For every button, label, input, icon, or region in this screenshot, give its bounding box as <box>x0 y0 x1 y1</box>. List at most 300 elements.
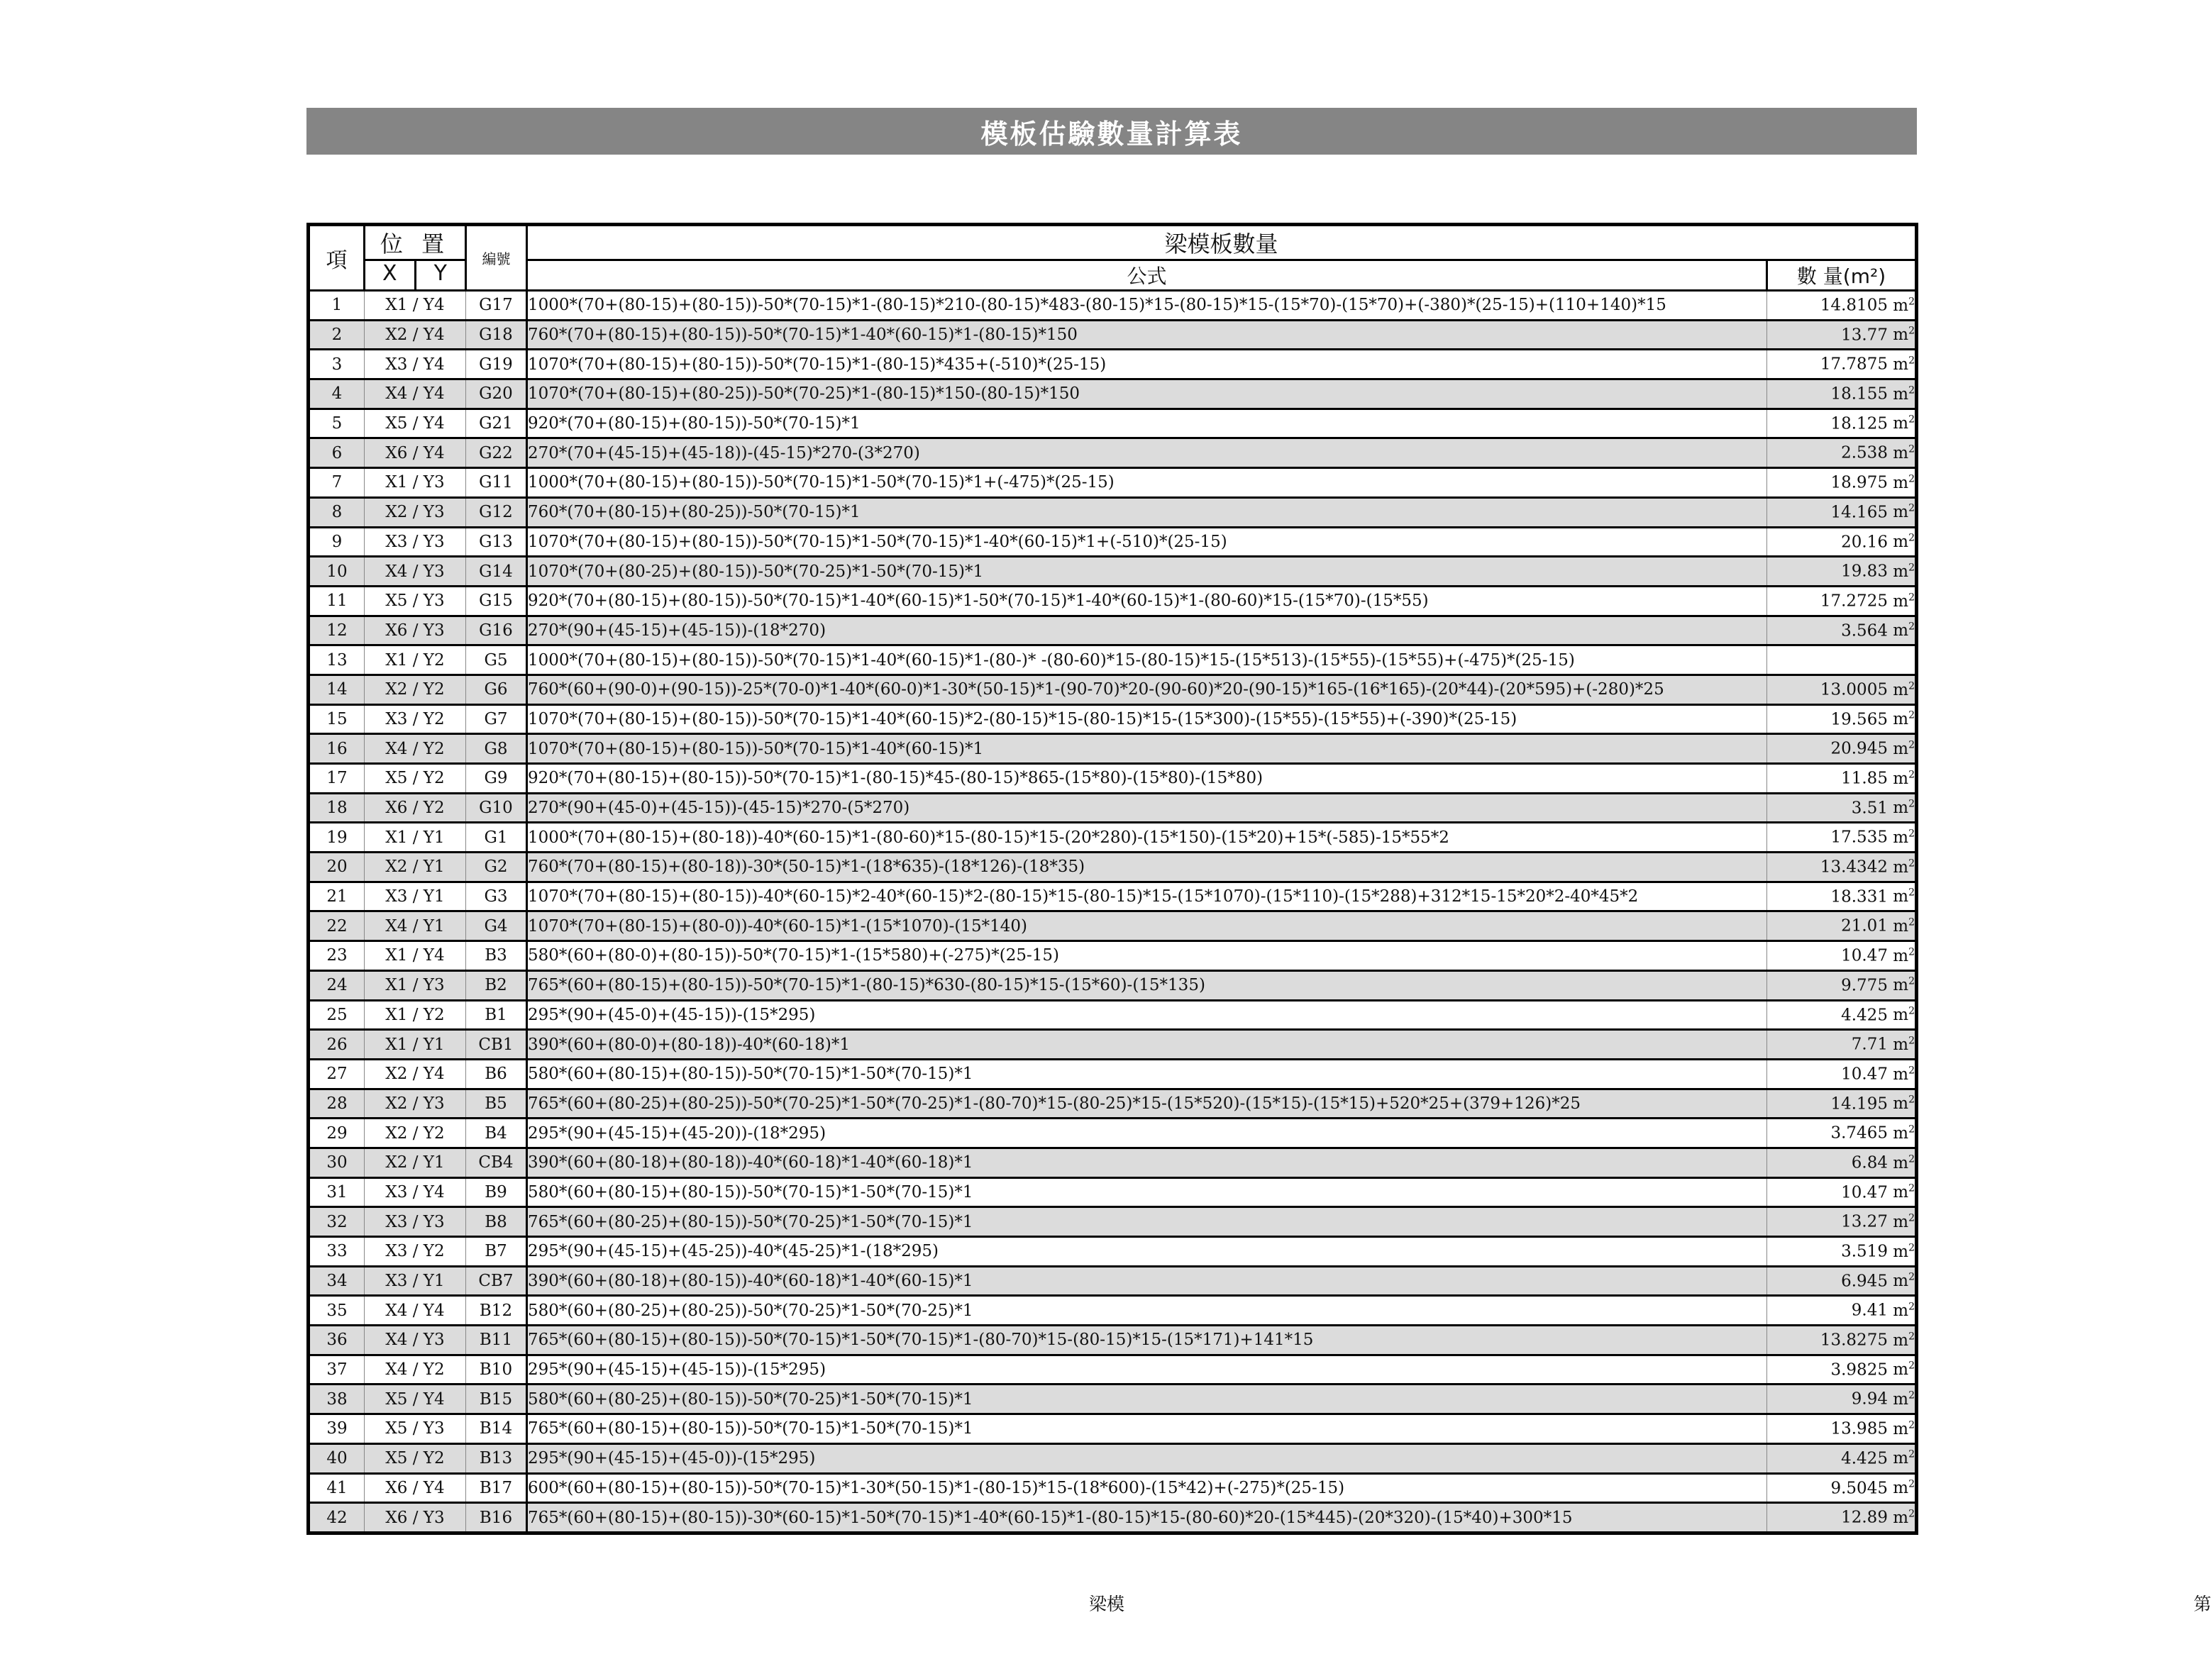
row-quantity-value: 2.538 <box>1841 444 1888 463</box>
row-quantity-value: 10.47 <box>1841 1065 1888 1084</box>
row-number: 31 <box>309 1177 365 1207</box>
row-quantity-unit: $m^2$ <box>1893 916 1915 936</box>
row-formula: 760*(70+(80-15)+(80-18))-30*(50-15)*1-(18*635)-(18*126)-(18*35) <box>527 853 1767 882</box>
row-quantity <box>1767 468 1917 498</box>
table-row <box>309 1207 1917 1237</box>
row-position: X6 / Y4 <box>365 1473 466 1503</box>
row-position: X4 / Y2 <box>365 1355 466 1385</box>
table-row <box>309 853 1917 882</box>
row-quantity-value: 13.27 <box>1841 1212 1888 1231</box>
row-formula: 765*(60+(80-15)+(80-15))-30*(60-15)*1-50*(70-15)*1-40*(60-15)*1-(80-15)*15-(80-60)*20-(15*445)-(20*320)-(15*40)+300*15 <box>527 1503 1767 1533</box>
row-position: X4 / Y2 <box>365 734 466 764</box>
row-quantity-unit: $m^2$ <box>1893 887 1915 906</box>
row-number: 39 <box>309 1414 365 1444</box>
row-quantity-unit: $m^2$ <box>1893 1508 1915 1527</box>
row-quantity-value: 9.775 <box>1841 976 1888 995</box>
row-code: G4 <box>466 911 527 941</box>
row-quantity-value: 11.85 <box>1841 769 1888 788</box>
header-beam-formwork: 梁模板數量 <box>527 225 1917 260</box>
row-quantity-value: 13.77 <box>1841 326 1888 345</box>
row-quantity-value: 20.945 <box>1830 739 1888 758</box>
row-formula: 1000*(70+(80-15)+(80-15))-50*(70-15)*1-40*(60-15)*1-(80-)* -(80-60)*15-(80-15)*15-(15*513)-(15*55)-(15*55)+(-475)*(25-15) <box>527 645 1767 675</box>
row-formula: 1070*(70+(80-15)+(80-25))-50*(70-25)*1-(80-15)*150-(80-15)*150 <box>527 379 1767 409</box>
row-quantity-unit: $m^2$ <box>1893 769 1915 788</box>
row-code: B9 <box>466 1177 527 1207</box>
unit-label: m <box>1893 710 1909 729</box>
row-quantity-value: 17.535 <box>1830 828 1888 848</box>
unit-label: m <box>1893 1449 1909 1468</box>
row-formula: 390*(60+(80-18)+(80-15))-40*(60-18)*1-40*(60-15)*1 <box>527 1266 1767 1296</box>
row-quantity-value: 10.47 <box>1841 946 1888 965</box>
row-formula: 600*(60+(80-15)+(80-15))-50*(70-15)*1-30*(50-15)*1-(80-15)*15-(18*600)-(15*42)+(-275)*(25-15) <box>527 1473 1767 1503</box>
row-quantity <box>1767 853 1917 882</box>
row-quantity <box>1767 704 1917 734</box>
row-position: X5 / Y4 <box>365 1385 466 1414</box>
row-number: 16 <box>309 734 365 764</box>
row-formula: 1070*(70+(80-15)+(80-0))-40*(60-15)*1-(15*1070)-(15*140) <box>527 911 1767 941</box>
header-y: Y <box>433 261 447 286</box>
row-quantity-unit: $m^2$ <box>1893 1419 1915 1438</box>
row-quantity-value: 12.89 <box>1841 1508 1888 1527</box>
row-number: 9 <box>309 527 365 557</box>
row-quantity-unit: $m^2$ <box>1893 502 1915 522</box>
row-quantity-value: 20.16 <box>1841 533 1888 552</box>
formwork-quantity-table <box>306 223 1918 1535</box>
row-quantity <box>1767 1000 1917 1030</box>
row-number: 20 <box>309 853 365 882</box>
row-quantity-value: 4.425 <box>1841 1006 1888 1025</box>
unit-label: m <box>1893 1419 1909 1438</box>
unit-label: m <box>1893 414 1909 433</box>
row-position: X5 / Y2 <box>365 1443 466 1473</box>
table-row <box>309 1385 1917 1414</box>
row-quantity <box>1767 1414 1917 1444</box>
unit-label: m <box>1893 739 1909 758</box>
unit-label: m <box>1893 887 1909 906</box>
row-quantity <box>1767 1296 1917 1326</box>
row-quantity <box>1767 1326 1917 1355</box>
row-position: X3 / Y1 <box>365 1266 466 1296</box>
row-code: B1 <box>466 1000 527 1030</box>
row-code: B17 <box>466 1473 527 1503</box>
row-quantity-value: 6.945 <box>1841 1272 1888 1291</box>
row-quantity-unit: $m^2$ <box>1893 1331 1915 1350</box>
unit-label: m <box>1893 1360 1909 1380</box>
table-row <box>309 764 1917 794</box>
row-formula: 765*(60+(80-15)+(80-15))-50*(70-15)*1-50*(70-15)*1-(80-70)*15-(80-15)*15-(15*171)+141*15 <box>527 1326 1767 1355</box>
row-code: G19 <box>466 350 527 379</box>
row-number: 32 <box>309 1207 365 1237</box>
unit-label: m <box>1893 1153 1909 1172</box>
row-quantity <box>1767 941 1917 971</box>
row-position: X5 / Y3 <box>365 1414 466 1444</box>
unit-label: m <box>1893 355 1909 374</box>
table-row <box>309 645 1917 675</box>
table-row <box>309 1355 1917 1385</box>
row-formula: 295*(90+(45-0)+(45-15))-(15*295) <box>527 1000 1767 1030</box>
unit-label: m <box>1893 444 1909 463</box>
row-formula: 580*(60+(80-15)+(80-15))-50*(70-15)*1-50*(70-15)*1 <box>527 1059 1767 1089</box>
row-quantity-unit: $m^2$ <box>1893 679 1915 699</box>
row-quantity <box>1767 823 1917 853</box>
table-row <box>309 675 1917 704</box>
row-quantity-value: 14.8105 <box>1820 296 1888 315</box>
row-quantity <box>1767 1385 1917 1414</box>
row-quantity-value: 18.155 <box>1830 384 1888 404</box>
unit-label: m <box>1893 1302 1909 1321</box>
unit-label: m <box>1893 1035 1909 1054</box>
row-formula: 295*(90+(45-15)+(45-0))-(15*295) <box>527 1443 1767 1473</box>
row-quantity-value: 18.331 <box>1830 887 1888 906</box>
table-row <box>309 1089 1917 1119</box>
row-position: X3 / Y3 <box>365 1207 466 1237</box>
row-formula: 295*(90+(45-15)+(45-25))-40*(45-25)*1-(18*295) <box>527 1237 1767 1267</box>
table-row <box>309 586 1917 616</box>
row-formula: 1000*(70+(80-15)+(80-15))-50*(70-15)*1-(80-15)*210-(80-15)*483-(80-15)*15-(80-15)*15-(15*70)-(15*70)+(-380)*(25-15)+(110+140)*15 <box>527 291 1767 321</box>
row-position: X2 / Y2 <box>365 1119 466 1148</box>
row-number: 14 <box>309 675 365 704</box>
row-number: 37 <box>309 1355 365 1385</box>
row-number: 24 <box>309 970 365 1000</box>
row-position: X5 / Y3 <box>365 586 466 616</box>
unit-label: m <box>1893 296 1909 315</box>
row-code: G15 <box>466 586 527 616</box>
unit-label: m <box>1893 384 1909 404</box>
unit-label: m <box>1893 858 1909 877</box>
unit-label: m <box>1893 1242 1909 1261</box>
unit-label: m <box>1893 769 1909 788</box>
row-position: X1 / Y2 <box>365 645 466 675</box>
table-row <box>309 823 1917 853</box>
row-quantity-value: 4.425 <box>1841 1449 1888 1468</box>
row-quantity <box>1767 1119 1917 1148</box>
row-quantity-value: 3.7465 <box>1830 1123 1888 1143</box>
row-code: G16 <box>466 616 527 645</box>
row-quantity-unit: $m^2$ <box>1893 532 1915 552</box>
row-position: X2 / Y1 <box>365 853 466 882</box>
table-body <box>309 291 1917 1533</box>
row-quantity <box>1767 911 1917 941</box>
table-row <box>309 527 1917 557</box>
row-quantity <box>1767 645 1917 675</box>
row-quantity <box>1767 1148 1917 1177</box>
row-quantity-value: 13.985 <box>1830 1419 1888 1438</box>
row-quantity-value: 14.195 <box>1830 1094 1888 1114</box>
row-code: G3 <box>466 882 527 911</box>
row-quantity-unit: $m^2$ <box>1893 1123 1915 1143</box>
row-formula: 390*(60+(80-0)+(80-18))-40*(60-18)*1 <box>527 1030 1767 1060</box>
table-row <box>309 941 1917 971</box>
row-code: G1 <box>466 823 527 853</box>
table-row <box>309 1237 1917 1267</box>
row-position: X2 / Y1 <box>365 1148 466 1177</box>
unit-label: m <box>1893 1331 1909 1350</box>
row-position: X1 / Y3 <box>365 970 466 1000</box>
header-row-1 <box>309 225 1917 260</box>
row-number: 4 <box>309 379 365 409</box>
row-formula: 1070*(70+(80-25)+(80-15))-50*(70-25)*1-50*(70-15)*1 <box>527 557 1767 587</box>
row-position: X1 / Y4 <box>365 941 466 971</box>
table-row <box>309 1266 1917 1296</box>
row-code: CB4 <box>466 1148 527 1177</box>
unit-label: m <box>1893 592 1909 611</box>
row-quantity-unit: $m^2$ <box>1893 1212 1915 1231</box>
row-code: G7 <box>466 704 527 734</box>
row-code: B2 <box>466 970 527 1000</box>
row-number: 25 <box>309 1000 365 1030</box>
row-code: G8 <box>466 734 527 764</box>
row-quantity <box>1767 1266 1917 1296</box>
row-position: X1 / Y1 <box>365 1030 466 1060</box>
unit-label: m <box>1893 680 1909 699</box>
unit-label: m <box>1893 473 1909 492</box>
row-number: 3 <box>309 350 365 379</box>
row-formula: 765*(60+(80-25)+(80-15))-50*(70-25)*1-50*(70-15)*1 <box>527 1207 1767 1237</box>
row-quantity-unit: $m^2$ <box>1893 1094 1915 1114</box>
unit-label: m <box>1893 562 1909 581</box>
row-number: 1 <box>309 291 365 321</box>
row-formula: 920*(70+(80-15)+(80-15))-50*(70-15)*1 <box>527 409 1767 438</box>
row-quantity-unit: $m^2$ <box>1893 828 1915 848</box>
row-formula: 1000*(70+(80-15)+(80-15))-50*(70-15)*1-50*(70-15)*1+(-475)*(25-15) <box>527 468 1767 498</box>
row-quantity-value: 17.7875 <box>1820 355 1888 374</box>
row-quantity-value: 3.51 <box>1851 799 1888 818</box>
row-quantity-value: 3.564 <box>1841 621 1888 640</box>
row-position: X4 / Y4 <box>365 1296 466 1326</box>
unit-label: m <box>1893 1094 1909 1114</box>
row-code: CB1 <box>466 1030 527 1060</box>
row-position: X3 / Y3 <box>365 527 466 557</box>
table-row <box>309 734 1917 764</box>
row-position: X4 / Y4 <box>365 379 466 409</box>
row-position: X1 / Y2 <box>365 1000 466 1030</box>
unit-label: m <box>1893 1183 1909 1202</box>
row-quantity-unit: $m^2$ <box>1893 562 1915 581</box>
row-code: B6 <box>466 1059 527 1089</box>
row-code: B11 <box>466 1326 527 1355</box>
table-row <box>309 379 1917 409</box>
row-quantity-unit: $m^2$ <box>1893 384 1915 404</box>
table-row <box>309 291 1917 321</box>
header-formula: 公式 <box>527 260 1767 291</box>
row-formula: 1070*(70+(80-15)+(80-15))-50*(70-15)*1-40*(60-15)*1 <box>527 734 1767 764</box>
unit-label: m <box>1893 533 1909 552</box>
row-quantity-unit: $m^2$ <box>1893 858 1915 877</box>
row-formula: 1070*(70+(80-15)+(80-15))-50*(70-15)*1-(80-15)*435+(-510)*(25-15) <box>527 350 1767 379</box>
row-formula: 270*(90+(45-15)+(45-15))-(18*270) <box>527 616 1767 645</box>
row-quantity-unit: $m^2$ <box>1893 1064 1915 1084</box>
table-row <box>309 1503 1917 1533</box>
row-quantity <box>1767 970 1917 1000</box>
unit-label: m <box>1893 326 1909 345</box>
row-quantity-unit: $m^2$ <box>1893 946 1915 965</box>
footer-page: 第 <box>2194 1594 2212 1614</box>
row-quantity-unit: $m^2$ <box>1893 414 1915 433</box>
unit-label: m <box>1893 799 1909 818</box>
row-quantity-value: 14.165 <box>1830 503 1888 522</box>
row-number: 35 <box>309 1296 365 1326</box>
row-formula: 270*(90+(45-0)+(45-15))-(45-15)*270-(5*270) <box>527 793 1767 823</box>
row-number: 8 <box>309 497 365 527</box>
row-quantity-value: 19.83 <box>1841 562 1888 581</box>
row-position: X6 / Y3 <box>365 1503 466 1533</box>
row-quantity-value: 3.519 <box>1841 1242 1888 1261</box>
row-quantity-unit: $m^2$ <box>1893 621 1915 640</box>
row-code: G2 <box>466 853 527 882</box>
header-quantity: 數 量(m²) <box>1767 260 1917 291</box>
row-number: 28 <box>309 1089 365 1119</box>
row-number: 2 <box>309 320 365 350</box>
row-formula: 765*(60+(80-25)+(80-25))-50*(70-25)*1-50*(70-25)*1-(80-70)*15-(80-25)*15-(15*520)-(15*15)-(15*15)+520*25+(379+126)*25 <box>527 1089 1767 1119</box>
row-code: B15 <box>466 1385 527 1414</box>
row-quantity-value: 19.565 <box>1830 710 1888 729</box>
table-row <box>309 1059 1917 1089</box>
row-number: 17 <box>309 764 365 794</box>
row-quantity-unit: $m^2$ <box>1893 355 1915 374</box>
unit-label: m <box>1893 621 1909 640</box>
row-code: B7 <box>466 1237 527 1267</box>
row-code: G12 <box>466 497 527 527</box>
row-quantity <box>1767 1355 1917 1385</box>
table-row <box>309 1443 1917 1473</box>
unit-label: m <box>1893 1390 1909 1409</box>
table-row <box>309 1000 1917 1030</box>
row-quantity <box>1767 586 1917 616</box>
row-quantity <box>1767 764 1917 794</box>
row-number: 19 <box>309 823 365 853</box>
row-position: X6 / Y2 <box>365 793 466 823</box>
row-code: G17 <box>466 291 527 321</box>
row-position: X2 / Y3 <box>365 1089 466 1119</box>
row-code: B12 <box>466 1296 527 1326</box>
row-code: G10 <box>466 793 527 823</box>
row-quantity-unit: $m^2$ <box>1893 1360 1915 1380</box>
unit-label: m <box>1893 946 1909 965</box>
row-quantity-unit: $m^2$ <box>1893 1448 1915 1468</box>
row-quantity <box>1767 1030 1917 1060</box>
row-quantity-unit: $m^2$ <box>1893 296 1915 315</box>
row-quantity-unit: $m^2$ <box>1893 1153 1915 1172</box>
row-number: 29 <box>309 1119 365 1148</box>
table-row <box>309 1177 1917 1207</box>
row-number: 40 <box>309 1443 365 1473</box>
row-quantity <box>1767 1473 1917 1503</box>
row-quantity <box>1767 1207 1917 1237</box>
row-number: 7 <box>309 468 365 498</box>
row-quantity-unit: $m^2$ <box>1893 1301 1915 1321</box>
row-code: G21 <box>466 409 527 438</box>
row-formula: 1070*(70+(80-15)+(80-15))-40*(60-15)*2-40*(60-15)*2-(80-15)*15-(80-15)*15-(15*1070)-(15*110)-(15*288)+312*15-15*20*2-40*45*2 <box>527 882 1767 911</box>
row-formula: 295*(90+(45-15)+(45-20))-(18*295) <box>527 1119 1767 1148</box>
table-row <box>309 320 1917 350</box>
row-number: 10 <box>309 557 365 587</box>
row-number: 23 <box>309 941 365 971</box>
row-code: B16 <box>466 1503 527 1533</box>
row-quantity-value: 13.4342 <box>1820 858 1888 877</box>
unit-label: m <box>1893 1479 1909 1498</box>
row-quantity <box>1767 379 1917 409</box>
row-quantity-value: 6.84 <box>1851 1153 1888 1172</box>
row-code: CB7 <box>466 1266 527 1296</box>
row-formula: 580*(60+(80-15)+(80-15))-50*(70-15)*1-50*(70-15)*1 <box>527 1177 1767 1207</box>
row-quantity <box>1767 291 1917 321</box>
row-number: 41 <box>309 1473 365 1503</box>
row-formula: 920*(70+(80-15)+(80-15))-50*(70-15)*1-40*(60-15)*1-50*(70-15)*1-40*(60-15)*1-(80-60)*15-(15*70)-(15*55) <box>527 586 1767 616</box>
row-number: 33 <box>309 1237 365 1267</box>
row-formula: 580*(60+(80-0)+(80-15))-50*(70-15)*1-(15*580)+(-275)*(25-15) <box>527 941 1767 971</box>
unit-label: m <box>1893 976 1909 995</box>
row-quantity-unit: $m^2$ <box>1893 1182 1915 1202</box>
row-formula: 580*(60+(80-25)+(80-25))-50*(70-25)*1-50*(70-25)*1 <box>527 1296 1767 1326</box>
row-position: X3 / Y4 <box>365 350 466 379</box>
row-number: 21 <box>309 882 365 911</box>
row-position: X4 / Y3 <box>365 1326 466 1355</box>
table-row <box>309 409 1917 438</box>
row-number: 13 <box>309 645 365 675</box>
row-position: X4 / Y1 <box>365 911 466 941</box>
table-row <box>309 1148 1917 1177</box>
row-position: X2 / Y4 <box>365 1059 466 1089</box>
row-quantity <box>1767 527 1917 557</box>
row-quantity-unit: $m^2$ <box>1893 709 1915 729</box>
row-quantity <box>1767 1059 1917 1089</box>
row-quantity-unit: $m^2$ <box>1893 473 1915 492</box>
row-formula: 760*(70+(80-15)+(80-15))-50*(70-15)*1-40*(60-15)*1-(80-15)*150 <box>527 320 1767 350</box>
row-formula: 760*(60+(90-0)+(90-15))-25*(70-0)*1-40*(60-0)*1-30*(50-15)*1-(90-70)*20-(90-60)*20-(90-15)*165-(16*165)-(20*44)-(20*595)+(-280)*25 <box>527 675 1767 704</box>
table-row <box>309 1296 1917 1326</box>
row-number: 11 <box>309 586 365 616</box>
row-formula: 760*(70+(80-15)+(80-25))-50*(70-15)*1 <box>527 497 1767 527</box>
table-row <box>309 1414 1917 1444</box>
row-quantity <box>1767 1237 1917 1267</box>
row-number: 26 <box>309 1030 365 1060</box>
row-position: X2 / Y4 <box>365 320 466 350</box>
row-code: G22 <box>466 438 527 468</box>
table-row <box>309 1326 1917 1355</box>
row-position: X3 / Y2 <box>365 1237 466 1267</box>
row-code: G5 <box>466 645 527 675</box>
row-quantity-unit: $m^2$ <box>1893 1389 1915 1409</box>
row-position: X3 / Y4 <box>365 1177 466 1207</box>
header-row-2 <box>309 260 1917 291</box>
row-quantity-value: 9.5045 <box>1830 1479 1888 1498</box>
unit-label: m <box>1893 1006 1909 1025</box>
row-code: B14 <box>466 1414 527 1444</box>
row-code: G9 <box>466 764 527 794</box>
row-quantity-unit: $m^2$ <box>1893 1035 1915 1054</box>
header-item: 項 <box>309 225 365 291</box>
row-quantity-unit: $m^2$ <box>1893 591 1915 611</box>
table-row <box>309 793 1917 823</box>
row-quantity <box>1767 497 1917 527</box>
unit-label: m <box>1893 1508 1909 1527</box>
row-quantity-value: 9.41 <box>1851 1302 1888 1321</box>
row-position: X2 / Y3 <box>365 497 466 527</box>
header-xy <box>365 260 466 291</box>
row-quantity <box>1767 409 1917 438</box>
unit-label: m <box>1893 917 1909 936</box>
row-position: X2 / Y2 <box>365 675 466 704</box>
row-quantity-unit: $m^2$ <box>1893 1242 1915 1261</box>
row-number: 22 <box>309 911 365 941</box>
table-row <box>309 557 1917 587</box>
row-code: B3 <box>466 941 527 971</box>
row-number: 42 <box>309 1503 365 1533</box>
table-row <box>309 438 1917 468</box>
row-quantity-unit: $m^2$ <box>1893 975 1915 995</box>
table-row <box>309 1473 1917 1503</box>
table-row <box>309 1030 1917 1060</box>
